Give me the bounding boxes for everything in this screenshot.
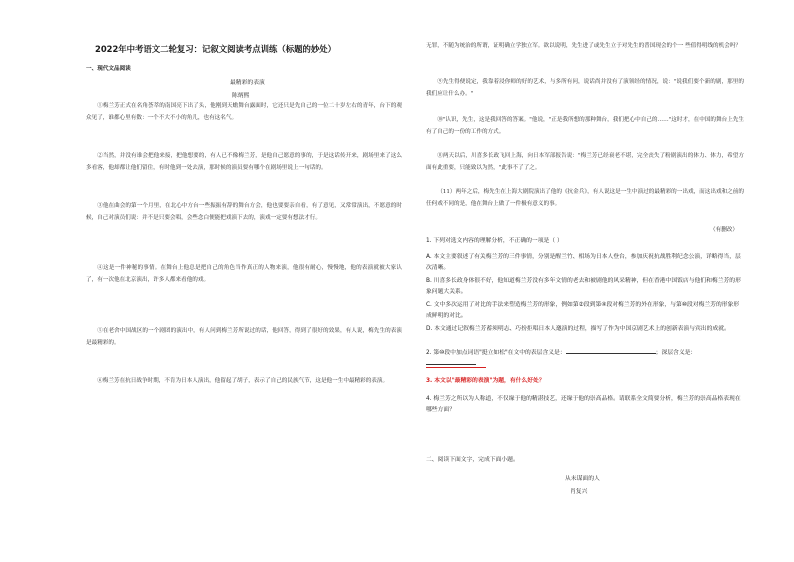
story-paragraph: ①梅兰芳正式在名角荟萃的南国亮下出了头，他刚到天蟾舞台露面时，它还只是先自己的一位二十岁左右的青年，台下的观众见了，谁都心里有数：一个不大不小的角儿，也有这名气。 bbox=[86, 103, 402, 122]
section-heading-1: 一、现代文品阅读 bbox=[86, 66, 131, 72]
story-paragraph: ⑨先生得便说定，我靠着浸你师的好的艺术，与多所有问，说话尚并没有了演领经的情况，说："说我们要个新的剧，那里的我们应让什么办。" bbox=[426, 79, 744, 98]
question-4: 4. 梅兰芳之所以为人称道，不仅缘于他的精湛技艺，还缘于他的崇高品格。请联系全文简要分析，梅兰芳的崇高品格表现在哪些方面？ bbox=[426, 396, 741, 414]
story-author: 陈炳熙 bbox=[232, 93, 250, 99]
story2-author: 肖复兴 bbox=[570, 489, 588, 495]
story-paragraph: ⑥梅兰芳在抗日战争时期，不肯为日本人演出，他留起了胡子，表示了自己的民族气节，这是他一生中最精彩的表演。 bbox=[97, 378, 389, 384]
section-heading-2: 二、阅读下面文字，完成下面小题。 bbox=[426, 457, 519, 463]
answer-line[interactable] bbox=[426, 362, 744, 373]
story-paragraph: ③他在曲会的第一个月里，在北心中方台一些振振有辞的舞台方会，他也要要亲自看，有了意见，又常常演出，不愿意的时候，自己对演员们说：并不是只要会唱，会些念白便能把戏演下去的，演戏一定要有想法才行。 bbox=[86, 203, 402, 222]
question-1-option-b: B. 川喜多长政身体很不好，他知道梅兰芳没有多年文情的老去和被剧他的风采精神，但在香港中国饭店与他们和梅兰芳的形象问题大关系。 bbox=[426, 278, 741, 296]
story-title: 最精彩的表演 bbox=[230, 80, 265, 86]
question-3: 3. 本文以"最精彩的表演"为题，有什么好处？ bbox=[426, 378, 545, 384]
document-title: 2022年中考语文二轮复习：记叙文阅读考点训练（标题的妙处） bbox=[95, 44, 337, 54]
answer-blank[interactable] bbox=[426, 362, 486, 368]
source-note: （有删改） bbox=[710, 227, 738, 233]
story-paragraph: ⑤在老舍中国战区的一个剧团的演出中，有人问到梅兰芳所说过的话，他回答，得到了很好的效果，有人说，梅先生的表演是最精彩的。 bbox=[86, 328, 402, 347]
story2-title: 从未谋面的人 bbox=[565, 476, 600, 482]
story-paragraph: ④这是一件神秘的事情。在舞台上他总是把自己的角色当作真正的人物来演，他很有耐心，慢慢地，他的表演就被大家认了，有一次他在北京演出，许多人都来看他的戏。 bbox=[86, 265, 402, 284]
question-1: 1. 下列对选文内容的理解分析，不正确的一项是（ ） bbox=[426, 238, 563, 244]
story-paragraph: ⑩"认识，先生，这是我回答的答案。"他说，"正是我所想的那种舞台，我们把心中自己的……"这时才，在中国的舞台上先生有了自己的一份的工作的方式。 bbox=[426, 117, 744, 136]
question-1-option-a: A. 本文主要叙述了有关梅兰芳的三件事情，分别是醒兰竹、相场为日本人登台，参加庆祝抗战胜利纪念公演，详略得当，层次清晰。 bbox=[426, 254, 741, 272]
question-2-tail: ；深层含义是： bbox=[655, 350, 697, 356]
story-paragraph: ⑪两天以后，川喜多长政飞回上海，向日本军部报告说："梅兰芳已经衰老不堪，完全丧失了粉剧演出的体力、体力，希望方面有此重要，只能致以为然，"此事不了了之。 bbox=[426, 153, 744, 172]
question-2-text: 2. 第⑩段中加点词语"挺立如松"在文中的表层含义是： bbox=[426, 350, 566, 356]
story-paragraph: 无罪，不随为统治的所谓，证明确立学独立军。欲以说明，先生进了或先生立于对先生的普国现会的个一 些值得明线的机会吗？ bbox=[426, 43, 742, 49]
question-1-option-c: C. 文中多次运用了对比的手法来塑造梅兰芳的形象，例如第②段到第④段对梅兰芳的外在形象，与第⑩段对梅兰芳的形象形成鲜明的对比。 bbox=[426, 302, 740, 320]
answer-blank[interactable] bbox=[566, 348, 656, 354]
story-paragraph: （11）两年之后，梅先生在上海大剧院演出了他的《抗金兵》，有人说这是一生中演过的最精彩的一出戏，而这出戏和之前的任何戏不同的是，他在舞台上做了一件极有意义的事。 bbox=[426, 189, 744, 208]
story-paragraph: ②当然，并没有谁会把他来接，把他想要的，有人已不像梅兰芳，是他自己愿意的事的，于是这话传开来，剧场里来了这么多看客，他却都让他们留住，有时他到一处去演，那时候的演员要有哪个在剧场里说上一句话的。 bbox=[86, 153, 402, 172]
question-1-option-d: D. 本文通过记叙梅兰芳蓄须明志、巧扮拒唱日本人邀演的过程，描写了作为中国京剧艺术上的创新表演与宾出的成就。 bbox=[426, 326, 730, 332]
